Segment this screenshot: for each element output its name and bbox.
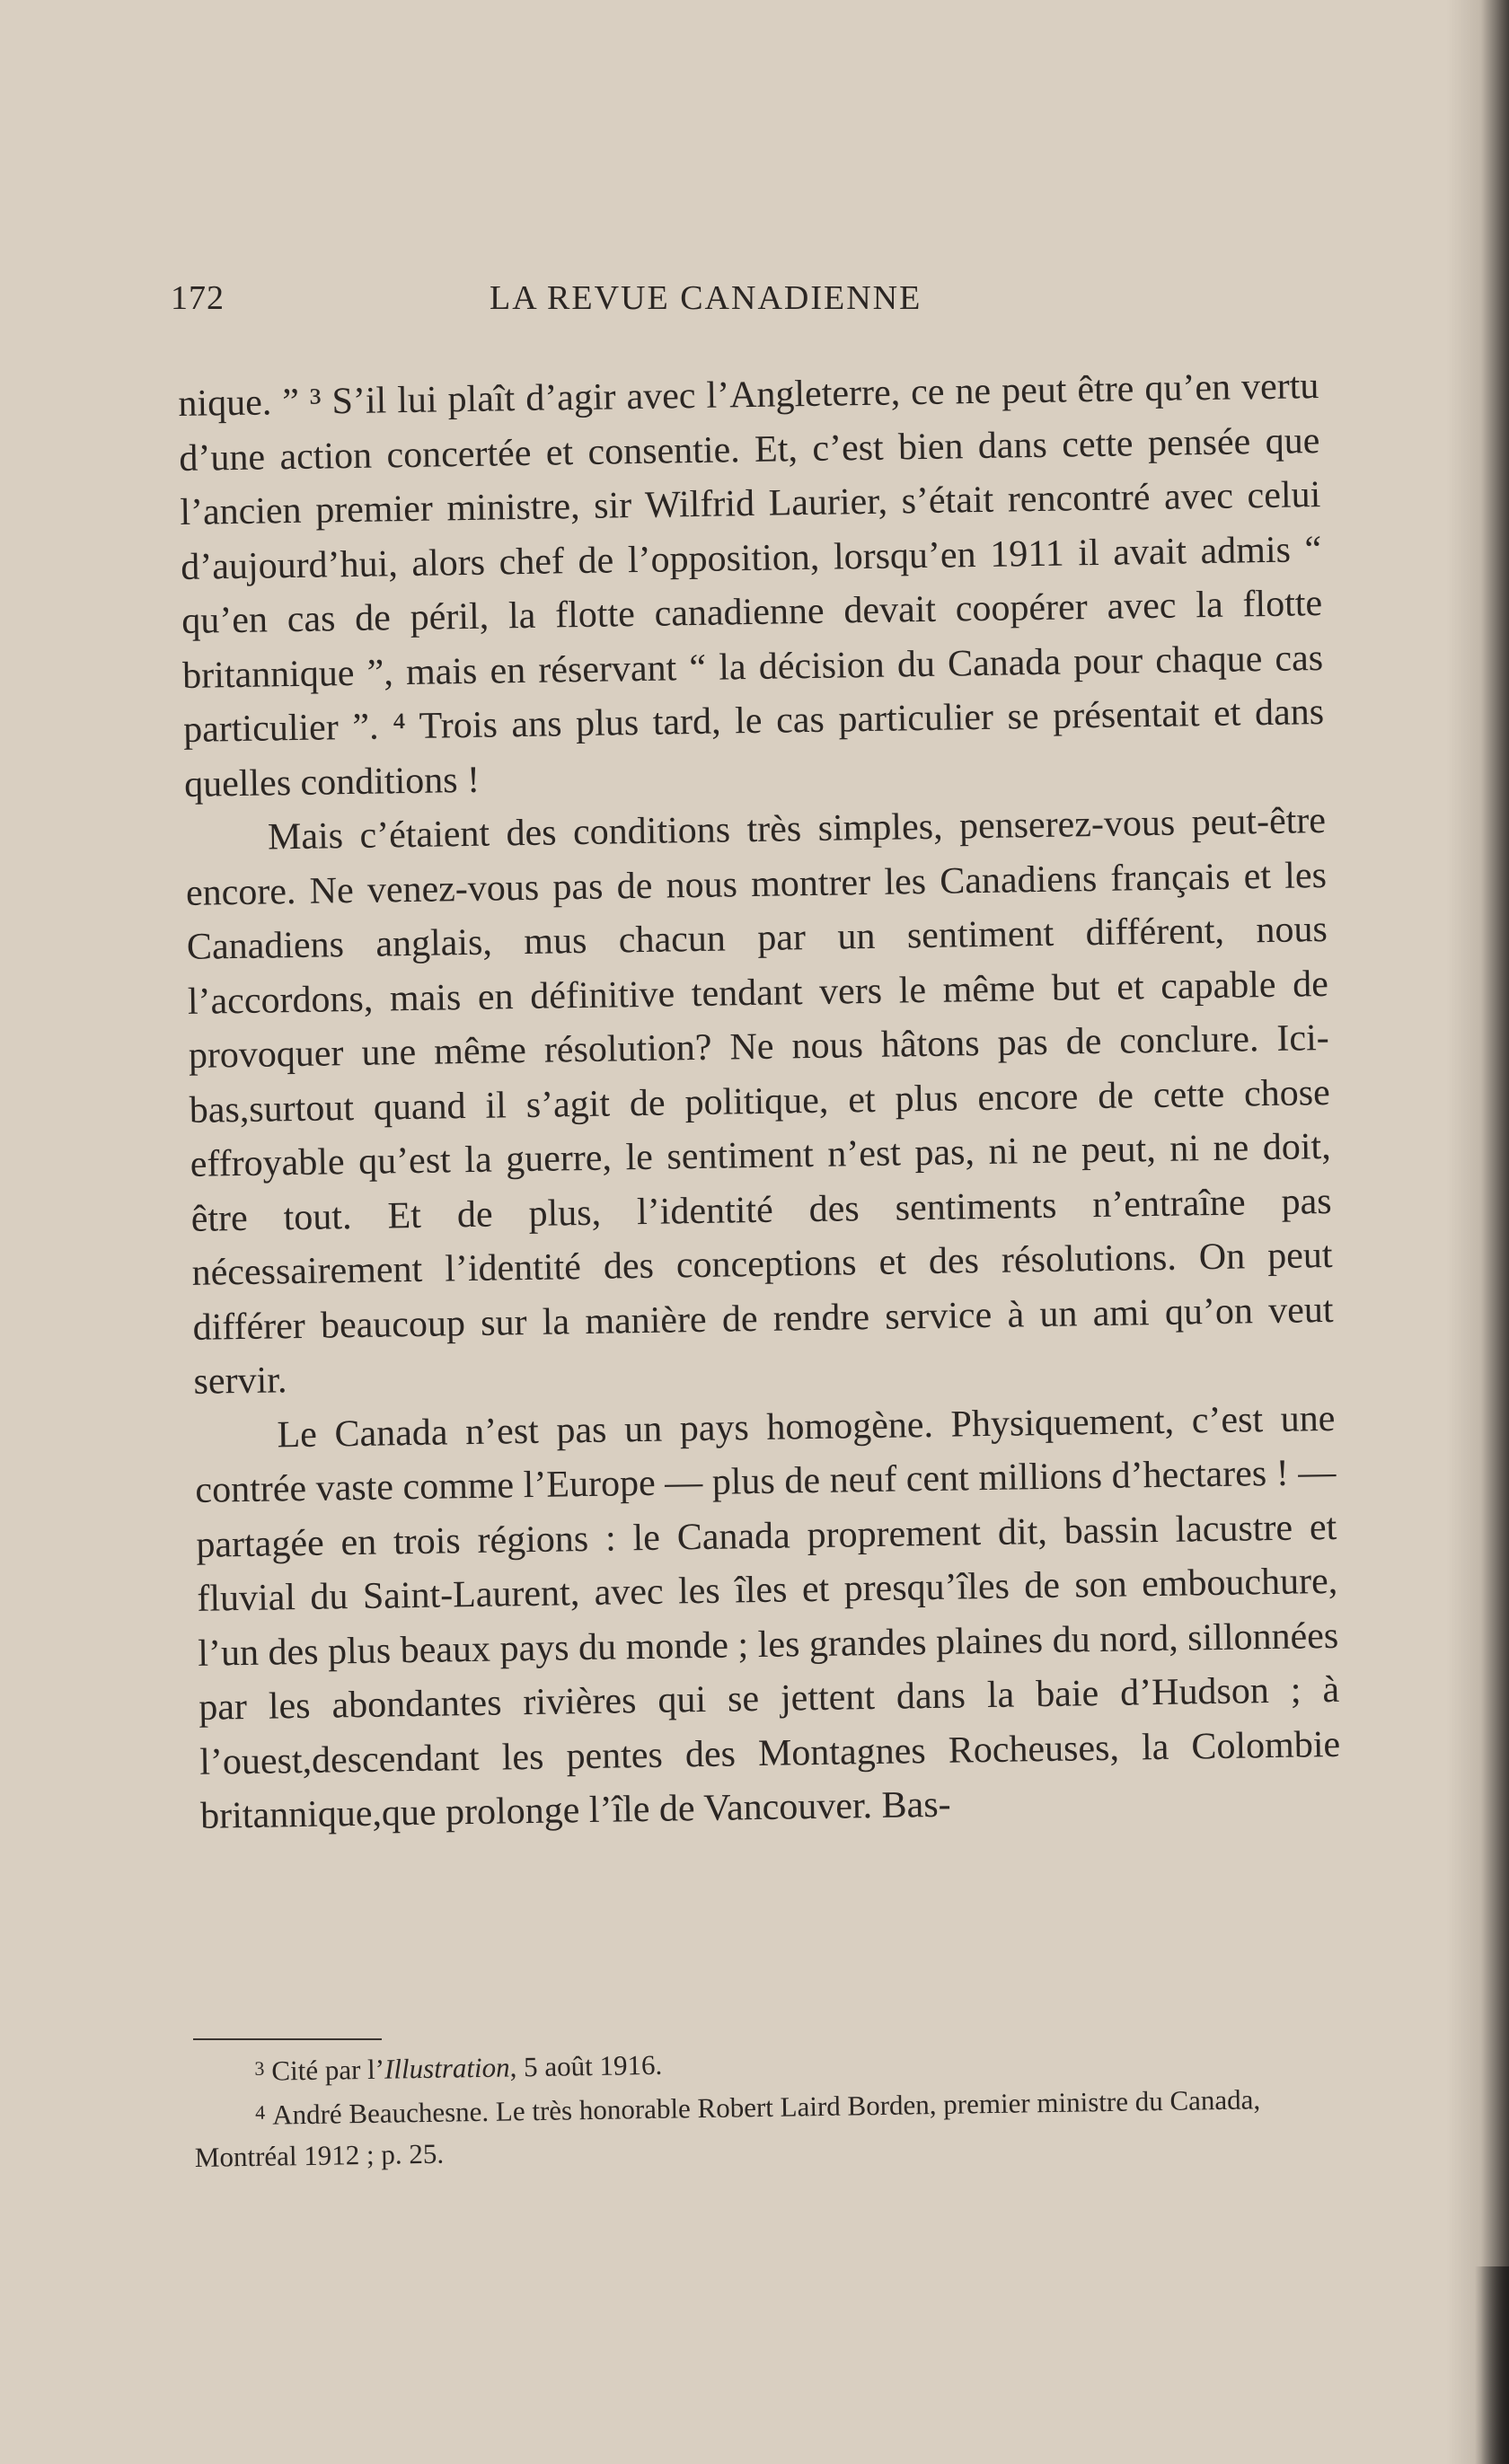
body-text: [178, 359, 1342, 1844]
footnote-4: [194, 2075, 1336, 2178]
paragraph-1: nique. ” ³ S’il lui plaît d’agir avec l’Angleterre, ce ne peut être qu’en vertu d’une action concertée et consentie. Et, c’est bien dans cette pensée que l’ancien premier ministre, sir Wilfrid Laurier, s’était rencontré avec celui d’aujourd’hui, alors chef de l’opposition, lorsqu’en 1911 il avait admis “ qu’en cas de péril, la flotte canadienne devait coopérer avec la flotte britannique ”, mais en réservant “ la décision du Canada pour chaque cas particulier ”. ⁴ Trois ans plus tard, le cas particulier se présentait et dans quelles conditions !: [178, 365, 1325, 805]
footnote-number: 3: [254, 2056, 265, 2080]
running-title: LA REVUE CANADIENNE: [490, 279, 922, 317]
footnote-text: André Beauchesne. Le très honorable Robert Laird Borden, premier ministre du Canada, Montréal 1912 ; p. 25.: [194, 2083, 1261, 2173]
footnotes: [193, 2031, 1336, 2178]
footnote-divider: [193, 2038, 382, 2040]
paragraph-2: Mais c’étaient des conditions très simples, penserez-vous peut-être encore. Ne venez-vous pas de nous montrer les Canadiens français et les Canadiens anglais, mus chacun par un sentiment différent, nous l’accordons, mais en définitive tendant vers le même but et capable de provoquer une même résolution? Ne nous hâtons pas de conclure. Ici-bas,surtout quand il s’agit de politique, et plus encore de cette chose effroyable qu’est la guerre, le sentiment n’est pas, ni ne peut, ni ne doit, être tout. Et de plus, l’identité des sentiments n’entraîne pas nécessairement l’identité des conceptions et des résolutions. On peut différer beaucoup sur la manière de rendre service à un ami qu’on veut servir.: [185, 799, 1334, 1403]
footnote-source-title: Illustration: [384, 2051, 510, 2085]
footnote-text: Cité par l’: [271, 2053, 385, 2087]
footnote-text: , 5 août 1916.: [509, 2048, 663, 2083]
paragraph-3: Le Canada n’est pas un pays homogène. Physiquement, c’est une contrée vaste comme l’Europe — plus de neuf cent millions d’hectares ! — partagée en trois régions : le Canada proprement dit, bassin lacustre et fluvial du Saint-Laurent, avec les îles et presqu’îles de son embouchure, l’un des plus beaux pays du monde ; les grandes plaines du nord, sillonnées par les abondantes rivières qui se jettent dans la baie d’Hudson ; à l’ouest,descendant les pentes des Montagnes Rocheuses, la Colombie britannique,que prolonge l’île de Vancouver. Bas-: [195, 1397, 1341, 1837]
page-corner-shadow: [1475, 2266, 1509, 2464]
footnote-number: 4: [254, 2100, 266, 2124]
page-number: 172: [171, 279, 225, 317]
page-edge-shadow: [1446, 0, 1509, 2464]
page-header: [171, 278, 1320, 332]
